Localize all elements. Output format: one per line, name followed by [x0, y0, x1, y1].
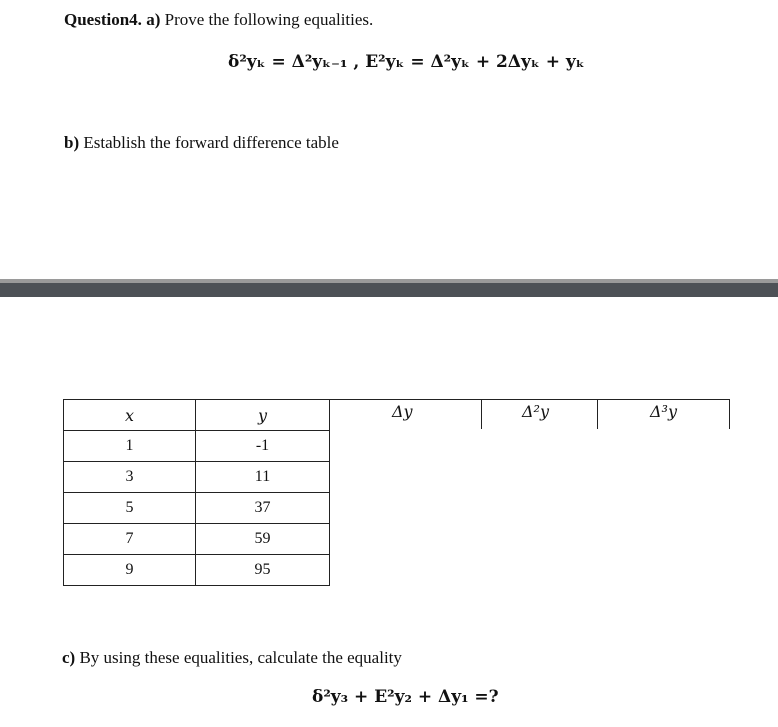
header-delta-y: Δy	[392, 402, 413, 421]
cell-y: 11	[196, 462, 330, 493]
table-row	[64, 555, 330, 586]
table-row	[64, 493, 330, 524]
cell-x: 3	[64, 462, 196, 493]
equalities-formula: δ²yₖ = Δ²yₖ₋₁ , E²yₖ = Δ²yₖ + 2Δyₖ + yₖ	[228, 52, 585, 72]
cell-x: 7	[64, 524, 196, 555]
part-c-text: By using these equalities, calculate the equality	[79, 648, 402, 667]
cell-y: 37	[196, 493, 330, 524]
difference-table	[63, 399, 330, 586]
cell-y: 59	[196, 524, 330, 555]
part-b-heading	[64, 133, 339, 153]
cell-y: -1	[196, 431, 330, 462]
header-delta2-y: Δ²y	[522, 402, 550, 421]
header-x: x	[64, 400, 196, 431]
table-row	[64, 462, 330, 493]
table-row	[64, 524, 330, 555]
part-c-expression: δ²y₃ + E²y₂ + Δy₁ =?	[312, 687, 499, 707]
cell-x: 9	[64, 555, 196, 586]
header-delta3-y: Δ³y	[650, 402, 678, 421]
part-a-text: Prove the following equalities.	[164, 10, 374, 29]
question-number: Question4.	[64, 10, 142, 29]
page-divider	[0, 283, 778, 297]
part-a-label: a)	[146, 10, 161, 29]
part-c-label: c)	[62, 648, 76, 667]
question-title	[64, 10, 373, 30]
cell-x: 1	[64, 431, 196, 462]
part-b-text: Establish the forward difference table	[83, 133, 339, 152]
table-row	[64, 431, 330, 462]
cell-y: 95	[196, 555, 330, 586]
part-c-heading	[62, 648, 402, 668]
part-b-label: b)	[64, 133, 80, 152]
table-header-row	[64, 400, 330, 431]
cell-x: 5	[64, 493, 196, 524]
header-y: y	[196, 400, 330, 431]
